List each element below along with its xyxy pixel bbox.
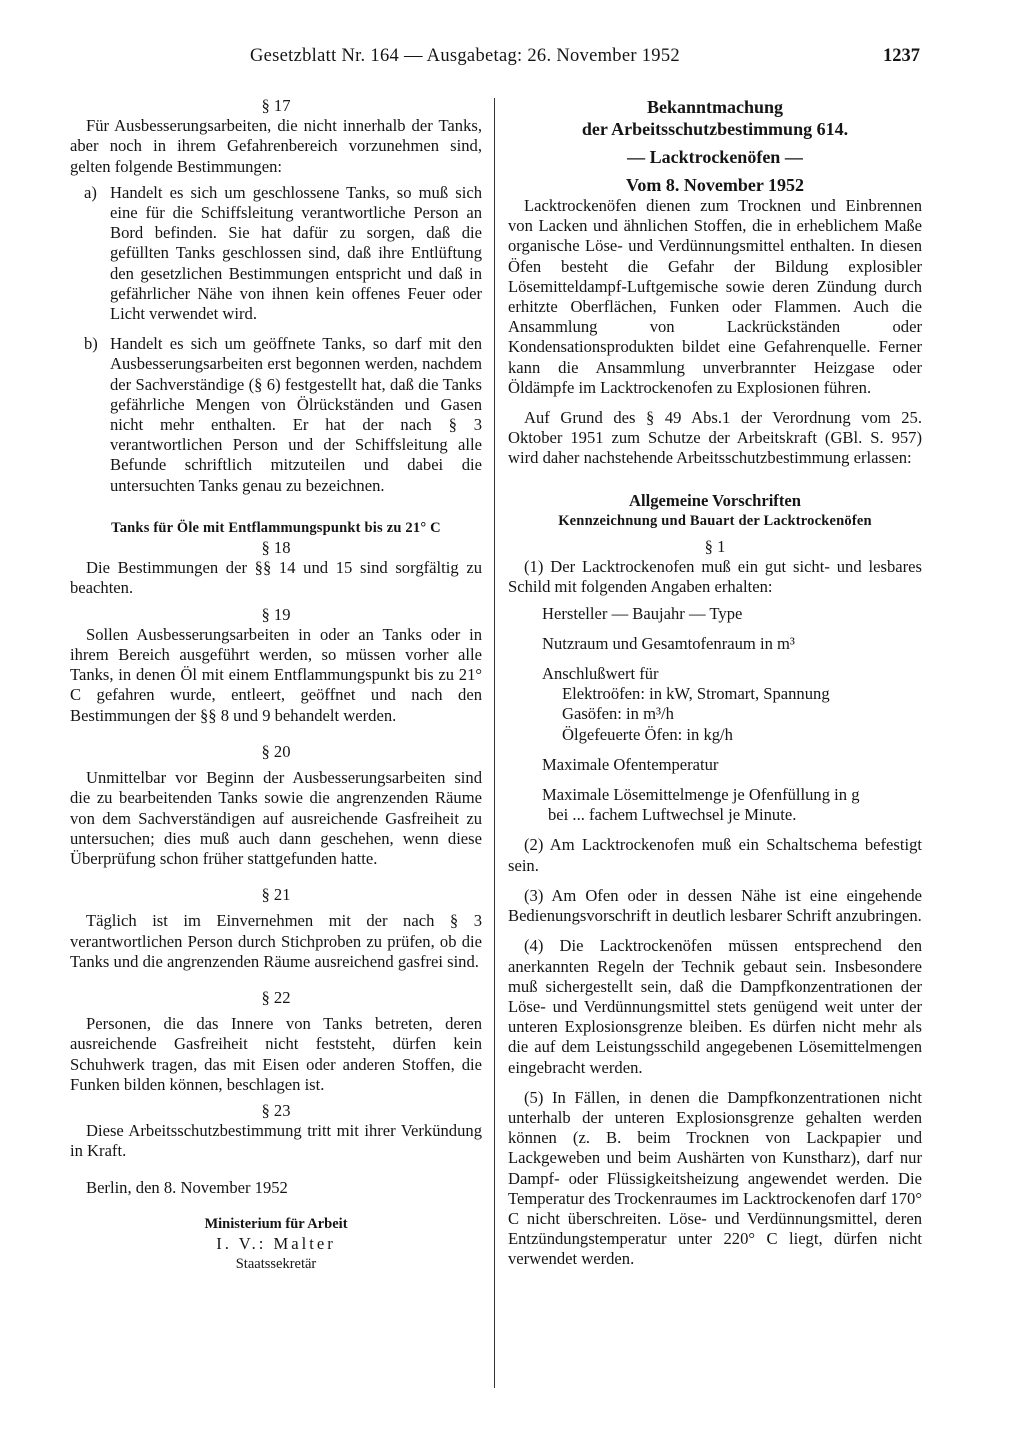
section-heading-general: Allgemeine Vorschriften (629, 490, 801, 510)
item-a-text: Handelt es sich um geschlossene Tanks, so muß sich eine für die Schiffsleitung verantwortliche Person an Bord befinden. Sie hat dafür zu sorgen, daß die gefüllten Tanks geschlossen sind, daß ihre Entlüftung den gesetzlichen Bestimmungen entspricht und daß in gefährlicher Nähe von ihnen kein offenes Feuer oder Licht verwendet wird. (110, 182, 482, 324)
paragraph-1-clause-4: (4) Die Lacktrockenöfen müssen entsprechend den anerkannten Regeln der Technik gebaut sein. Insbesondere muß sichergestellt sein, daß die Dampfkonzentrationen der Löse- und Verdünnungsmittel stets genügend weit unter der unteren Explosionsgrenze bleiben. Es dürfen nicht mehr als die auf dem Leistungsschild angegebenen Lösemittelmengen eingebracht werden. (508, 936, 922, 1077)
page-number: 1237 (883, 46, 920, 66)
label-line-oil: Ölgefeuerte Öfen: in kg/h (562, 724, 733, 744)
intro-paragraph-1: Lacktrockenöfen dienen zum Trocknen und Einbrennen von Lacken und ähnlichen Stoffen, die in erheblichem Maße organische Löse- und Verdünnungsmittel enthalten. In diesen Öfen besteht die Gefahr der Bildung explosibler Lösemitteldampf-Luftgemische sowie deren Zündung durch erhitzte Oberflächen, Funken oder Flammen. Auch die Ansammlung von Lackrückständen oder Kondensationsprodukten bildet eine Gefahrenquelle. Ferner kann die Ansammlung unverbrannter Heizgase oder Öldämpfe im Lacktrockenofen zu Explosionen führen. (508, 196, 922, 397)
label-line-manufacturer: Hersteller — Baujahr — Type (542, 603, 743, 623)
section-21-title: § 21 (261, 885, 291, 905)
section-21-text: Täglich ist im Einvernehmen mit der nach § 3 verantwortlichen Person durch Stichproben zu prüfen, ob die Tanks und die angrenzenden Räume ausreichend gasfrei sind. (70, 911, 482, 971)
right-column (508, 96, 922, 1270)
subheading-tanks-oele: Tanks für Öle mit Entflammungspunkt bis zu 21° C (111, 519, 441, 536)
notice-subtitle: der Arbeitsschutzbestimmung 614. (581, 119, 849, 139)
paragraph-1-clause-5: (5) In Fällen, in denen die Dampfkonzentrationen nicht unterhalb der unteren Explosionsgrenze gehalten werden können (z. B. beim Trocknen von Lackpapier und Lackgeweben und beim Aushärten von Kunstharz), darf nur Dampf- oder Flüssigkeitsheizung angewendet werden. Die Temperatur des Trockenraumes im Lacktrockenofen darf 170° C nicht überschreiten. Löse- und Verdünnungsmittel, deren Entzündungstemperatur unter 220° C liegt, dürfen nicht verwendet werden. (508, 1087, 922, 1269)
section-22-text: Personen, die das Innere von Tanks betreten, deren ausreichende Gasfreiheit nicht feststeht, dürfen kein Schuhwerk tragen, das mit Eisen oder anderen Stoffen, die Funken bilden können, beschlagen ist. (70, 1014, 482, 1094)
place-and-date: Berlin, den 8. November 1952 (86, 1177, 288, 1197)
label-line-gas: Gasöfen: in m³/h (562, 704, 674, 724)
section-20-text: Unmittelbar vor Beginn der Ausbesserungsarbeiten sind die zu bearbeitenden Tanks sowie die angrenzenden Räume von dem Sachverständigen auf ausreichende Gasfreiheit zu untersuchen; dies muß auch dann geschehen, wenn diese Überprüfung schon früher stattgefunden hatte. (70, 768, 482, 868)
running-title: Gesetzblatt Nr. 164 — Ausgabetag: 26. November 1952 (250, 46, 680, 66)
label-line-connection: Anschlußwert für (542, 664, 659, 684)
item-a-label: a) (84, 182, 97, 202)
section-17-intro: Für Ausbesserungsarbeiten, die nicht innerhalb der Tanks, aber noch in ihrem Gefahrenbereich vorzunehmen sind, gelten folgende Bestimmungen: (70, 116, 482, 176)
paragraph-1-clause-2: (2) Am Lacktrockenofen muß ein Schaltschema befestigt sein. (508, 835, 922, 875)
section-20-title: § 20 (261, 741, 291, 761)
section-19-text: Sollen Ausbesserungsarbeiten in oder an Tanks oder in ihrem Bereich ausgeführt werden, so müssen vorher alle Tanks, in denen Öl mit einem Entflammungspunkt bis zu 21° C gefahren wurde, entleert, geöffnet und nach den Bestimmungen der §§ 8 und 9 behandelt werden. (70, 624, 482, 725)
ministry-name: Ministerium für Arbeit (204, 1215, 348, 1232)
label-line-volume: Nutzraum und Gesamtofenraum in m³ (542, 633, 795, 653)
section-23-title: § 23 (261, 1100, 291, 1120)
section-17-item-a (70, 183, 482, 324)
section-23-text: Diese Arbeitsschutzbestimmung tritt mit ihrer Verkündung in Kraft. (70, 1121, 482, 1161)
notice-topic: — Lacktrockenöfen — (627, 147, 803, 167)
subheading-labeling: Kennzeichnung und Bauart der Lacktrockenöfen (558, 512, 872, 529)
intro-paragraph-2: Auf Grund des § 49 Abs.1 der Verordnung vom 25. Oktober 1951 zum Schutze der Arbeitskraft (GBl. S. 957) wird daher nachstehende Arbeitsschutzbestimmung erlassen: (508, 408, 922, 468)
label-line-max-solvent: Maximale Lösemittelmenge je Ofenfüllung in g (542, 785, 860, 805)
section-18-text: Die Bestimmungen der §§ 14 und 15 sind sorgfältig zu beachten. (70, 558, 482, 598)
notice-date: Vom 8. November 1952 (626, 175, 804, 195)
notice-title: Bekanntmachung (646, 97, 784, 117)
paragraph-1-title: § 1 (704, 537, 726, 557)
signatory-title: Staatssekretär (235, 1256, 317, 1273)
column-divider (494, 98, 495, 1388)
label-line-air-change: bei ... fachem Luftwechsel je Minute. (548, 805, 797, 825)
label-line-max-temp: Maximale Ofentemperatur (542, 754, 719, 774)
paragraph-1-clause-1: (1) Der Lacktrockenofen muß ein gut sicht- und lesbares Schild mit folgenden Angaben erhalten: (508, 557, 922, 597)
section-17-item-b (70, 334, 482, 496)
page-header (70, 46, 920, 72)
section-18-title: § 18 (261, 538, 291, 558)
section-17-title: § 17 (261, 96, 291, 115)
item-b-text: Handelt es sich um geöffnete Tanks, so darf mit den Ausbesserungsarbeiten erst begonnen werden, nachdem der Sachverständige (§ 6) festgestellt hat, daß die Tanks gefährliche Mengen von Ölrückständen und Gasen nicht mehr enthalten. Er hat der nach § 3 verantwortlichen Person und der Schiffsleitung alle Befunde schriftlich mitzuteilen und dabei die untersuchten Tanks genau zu bezeichnen. (110, 334, 482, 495)
section-19-title: § 19 (261, 604, 291, 624)
section-22-title: § 22 (261, 987, 291, 1007)
item-b-label: b) (84, 334, 98, 354)
signatory: I. V.: Malter (216, 1233, 336, 1253)
left-column (70, 96, 482, 1274)
paragraph-1-clause-3: (3) Am Ofen oder in dessen Nähe ist eine eingehende Bedienungsvorschrift in deutlich lesbarer Schrift anzubringen. (508, 885, 922, 926)
label-line-electric: Elektroöfen: in kW, Stromart, Spannung (562, 684, 830, 704)
